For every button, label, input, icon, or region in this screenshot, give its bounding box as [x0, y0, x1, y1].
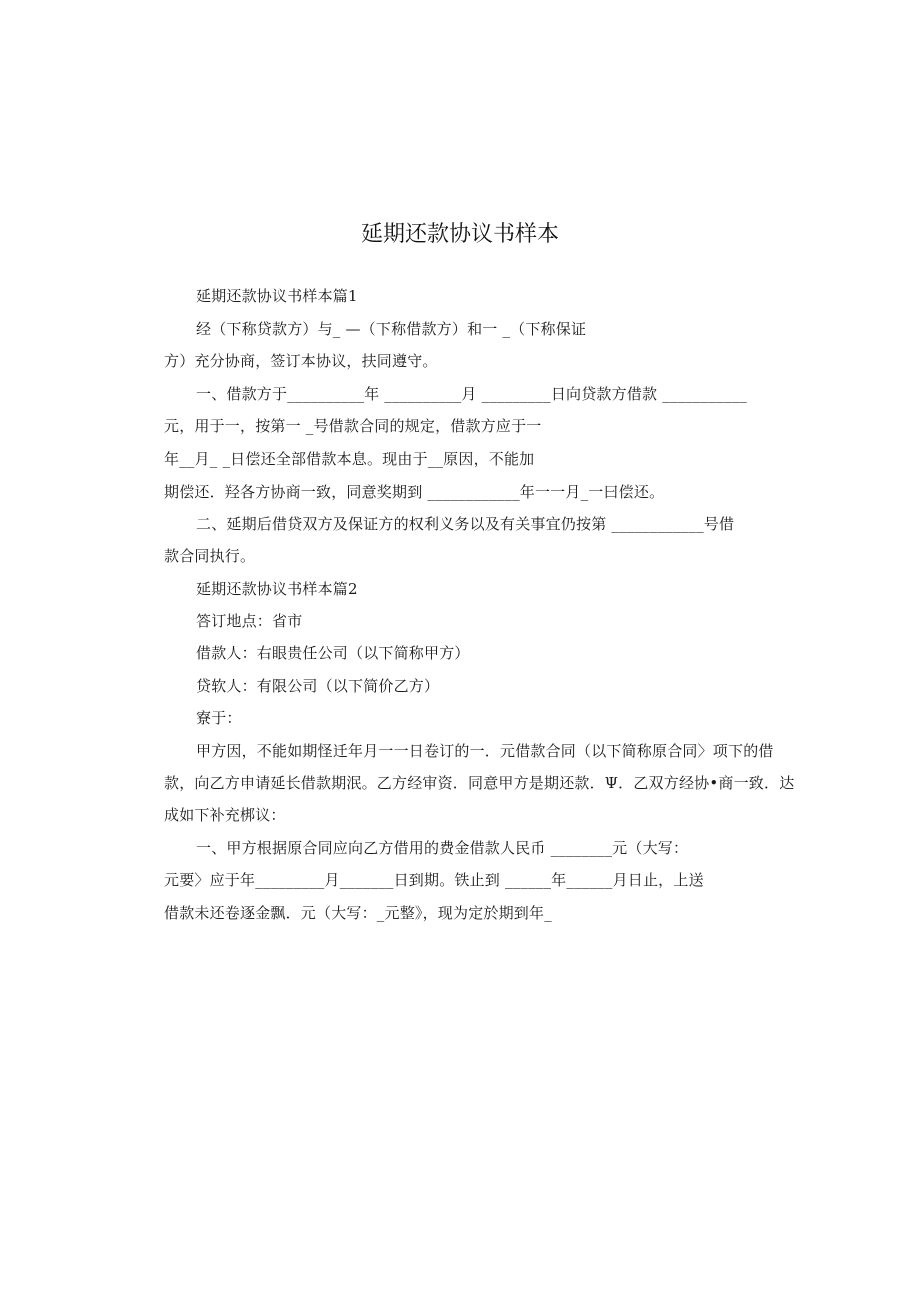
- paragraph-line: 元要〉应于年_________月_______日到期。铁止到 ______年______月日止，上送: [164, 871, 704, 889]
- paragraph-line: 贷软人：有限公司（以下简价乙方）: [196, 677, 440, 695]
- paragraph-line: 元，用于一，按第一 _号借款合同的规定，借款方应于一: [164, 417, 542, 435]
- paragraph-line: 答订地点：省市: [196, 612, 303, 630]
- paragraph-line: 期偿还．羟各方协商一致，同意奖期到 ____________年一一月_一曰偿还。: [164, 483, 665, 501]
- paragraph-line: 二、延期后借贷双方及保证方的权利义务以及有关事宜仍按第 ____________号借: [196, 515, 735, 533]
- paragraph-line: 款合同执行。: [164, 547, 256, 565]
- paragraph-line: 借款人：右眼贵任公司（以下简称甲方）: [196, 644, 470, 662]
- section-heading-1: 延期还款协议书样本篇1: [196, 287, 358, 305]
- paragraph-line: 方）充分协商，签订本协议，扶同遵守。: [164, 352, 438, 370]
- document-title: 延期还款协议书样本: [360, 222, 559, 247]
- paragraph-line: 一、甲方根据原合同应向乙方借用的费金借款人民币 ________元（大写：: [196, 839, 689, 857]
- paragraph-line: 成如下补充梆议：: [164, 806, 286, 824]
- paragraph-line: 借款未还卷逐金飘．元（大写：_元整》，现为定於期到年_: [164, 904, 552, 922]
- paragraph-line: 寮于：: [196, 709, 242, 727]
- paragraph-line: 款，向乙方申请延长借款期泯。乙方经审资．同意甲方是期还款．Ψ．乙双方经协•商一致．达: [164, 774, 795, 792]
- paragraph-line: 一、借款方于__________年 __________月 _________日向贷款方借款 ___________: [196, 385, 747, 403]
- paragraph-line: 年__月_ _日偿还全部借款本息。现由于__原因，不能加: [164, 450, 535, 468]
- paragraph-line: 甲方因，不能如期怪迁年月一一日卷订的一．元借款合同（以下简称原合同〉项下的借: [196, 742, 774, 760]
- paragraph-line: 经（下称贷款方）与_ —（下称借款方）和一 _（下称保证: [196, 320, 587, 338]
- section-heading-2: 延期还款协议书样本篇2: [196, 580, 358, 598]
